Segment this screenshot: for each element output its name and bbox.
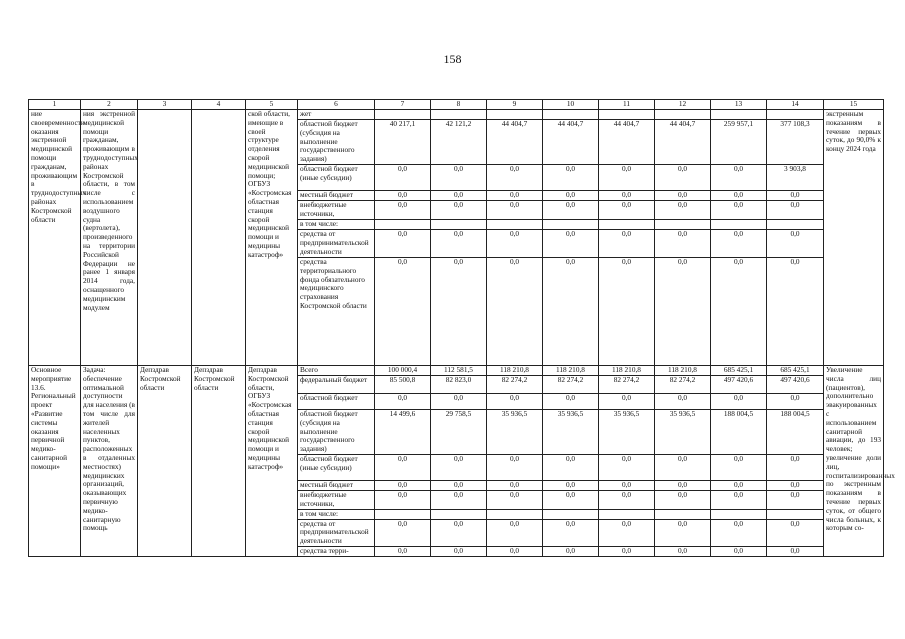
column-number: 1 (29, 100, 81, 110)
funding-source: средства от предпринимательской деятельности (298, 519, 375, 546)
amount-cell: 0,0 (487, 257, 543, 365)
amount-cell: 0,0 (543, 519, 599, 546)
funding-source: средства терри- (298, 546, 375, 556)
amount-cell: 0,0 (487, 164, 543, 190)
amount-cell (543, 219, 599, 229)
amount-cell: 42 121,2 (431, 120, 487, 165)
block2-col3: Депздрав Костромской области (138, 365, 192, 556)
amount-cell: 497 420,6 (767, 375, 824, 393)
amount-cell: 0,0 (431, 480, 487, 490)
amount-cell: 259 957,1 (711, 120, 767, 165)
amount-cell: 0,0 (375, 229, 431, 257)
amount-cell (431, 110, 487, 120)
amount-cell: 112 581,5 (431, 365, 487, 375)
amount-cell (655, 219, 711, 229)
amount-cell: 0,0 (655, 229, 711, 257)
column-number: 4 (192, 100, 246, 110)
funding-source: федеральный бюджет (298, 375, 375, 393)
amount-cell: 0,0 (375, 480, 431, 490)
amount-cell: 0,0 (767, 519, 824, 546)
amount-cell (375, 509, 431, 519)
amount-cell: 0,0 (655, 546, 711, 556)
amount-cell: 0,0 (711, 490, 767, 509)
amount-cell (487, 110, 543, 120)
funding-source: средства территориального фонда обязательного медицинского страхования Костромской области (298, 257, 375, 365)
funding-source: внебюджетные источники, (298, 490, 375, 509)
amount-cell: 0,0 (487, 480, 543, 490)
amount-cell: 0,0 (375, 200, 431, 219)
amount-cell: 0,0 (767, 454, 824, 480)
amount-cell: 377 108,3 (767, 120, 824, 165)
block2-col1: Основное мероприятие 13.6. Региональный проект «Развитие системы оказания первичной медико-санитарной помощи» (29, 365, 81, 556)
amount-cell: 44 404,7 (599, 120, 655, 165)
amount-cell: 35 936,5 (543, 409, 599, 454)
amount-cell: 0,0 (711, 519, 767, 546)
amount-cell: 0,0 (599, 393, 655, 409)
amount-cell: 118 210,8 (543, 365, 599, 375)
funding-source: местный бюджет (298, 480, 375, 490)
amount-cell: 0,0 (431, 490, 487, 509)
amount-cell (655, 110, 711, 120)
amount-cell: 0,0 (431, 454, 487, 480)
amount-cell: 0,0 (655, 393, 711, 409)
amount-cell: 0,0 (599, 519, 655, 546)
amount-cell (767, 509, 824, 519)
amount-cell: 118 210,8 (487, 365, 543, 375)
page-number: 158 (443, 52, 462, 66)
amount-cell: 0,0 (767, 200, 824, 219)
amount-cell: 0,0 (767, 546, 824, 556)
amount-cell: 0,0 (543, 190, 599, 200)
column-number: 7 (375, 100, 431, 110)
amount-cell: 0,0 (487, 546, 543, 556)
amount-cell: 0,0 (711, 229, 767, 257)
amount-cell: 0,0 (487, 190, 543, 200)
amount-cell: 0,0 (711, 190, 767, 200)
funding-source: в том числе: (298, 219, 375, 229)
amount-cell: 0,0 (375, 164, 431, 190)
amount-cell: 0,0 (767, 190, 824, 200)
table-row (29, 110, 884, 120)
amount-cell: 0,0 (431, 229, 487, 257)
amount-cell: 0,0 (543, 229, 599, 257)
amount-cell (431, 219, 487, 229)
amount-cell: 685 425,1 (711, 365, 767, 375)
amount-cell (599, 219, 655, 229)
column-number: 12 (655, 100, 711, 110)
amount-cell: 44 404,7 (543, 120, 599, 165)
amount-cell: 0,0 (655, 490, 711, 509)
amount-cell: 100 000,4 (375, 365, 431, 375)
amount-cell: 0,0 (431, 164, 487, 190)
amount-cell: 0,0 (543, 200, 599, 219)
amount-cell: 0,0 (711, 454, 767, 480)
amount-cell: 0,0 (655, 454, 711, 480)
amount-cell: 0,0 (655, 519, 711, 546)
amount-cell: 0,0 (599, 200, 655, 219)
amount-cell: 0,0 (767, 490, 824, 509)
funding-source: областной бюджет (субсидия на выполнение государственного задания) (298, 409, 375, 454)
amount-cell: 29 758,5 (431, 409, 487, 454)
amount-cell: 0,0 (543, 480, 599, 490)
column-number: 5 (246, 100, 298, 110)
amount-cell: 0,0 (375, 546, 431, 556)
amount-cell (599, 110, 655, 120)
amount-cell: 0,0 (599, 454, 655, 480)
amount-cell (543, 509, 599, 519)
amount-cell: 0,0 (375, 393, 431, 409)
amount-cell (655, 509, 711, 519)
amount-cell: 0,0 (487, 200, 543, 219)
amount-cell: 40 217,1 (375, 120, 431, 165)
amount-cell: 0,0 (711, 480, 767, 490)
amount-cell: 0,0 (655, 480, 711, 490)
amount-cell (767, 110, 824, 120)
block1-col1: ние своевременности оказания экстренной медицинской помощи гражданам, проживающим в труднодоступных районах Костромской области (29, 110, 81, 366)
amount-cell (767, 219, 824, 229)
amount-cell: 685 425,1 (767, 365, 824, 375)
amount-cell: 0,0 (487, 229, 543, 257)
amount-cell: 14 499,6 (375, 409, 431, 454)
amount-cell: 0,0 (599, 257, 655, 365)
amount-cell: 0,0 (655, 200, 711, 219)
amount-cell: 0,0 (487, 393, 543, 409)
amount-cell: 0,0 (431, 257, 487, 365)
amount-cell: 0,0 (543, 164, 599, 190)
amount-cell: 0,0 (431, 393, 487, 409)
block2-col4: Депздрав Костромской области (192, 365, 246, 556)
amount-cell: 0,0 (767, 480, 824, 490)
amount-cell: 0,0 (599, 546, 655, 556)
funding-source: Всего (298, 365, 375, 375)
block1-col3 (138, 110, 192, 366)
amount-cell (543, 110, 599, 120)
column-number: 10 (543, 100, 599, 110)
amount-cell: 0,0 (711, 200, 767, 219)
amount-cell: 0,0 (487, 490, 543, 509)
column-number: 14 (767, 100, 824, 110)
amount-cell: 0,0 (655, 190, 711, 200)
amount-cell (431, 509, 487, 519)
block1-col15: экстренным показаниям в течение первых суток, до 90,0% к концу 2024 года (824, 110, 884, 366)
column-number: 13 (711, 100, 767, 110)
amount-cell: 0,0 (711, 257, 767, 365)
amount-cell: 35 936,5 (487, 409, 543, 454)
amount-cell: 0,0 (375, 190, 431, 200)
amount-cell (599, 509, 655, 519)
amount-cell: 0,0 (543, 454, 599, 480)
table-row (29, 365, 884, 375)
amount-cell: 82 823,0 (431, 375, 487, 393)
amount-cell: 0,0 (431, 200, 487, 219)
block2-col15: Увеличение числа лиц (пациентов), дополнительно эвакуированных с использованием санитарной авиации, до 193 человек; увеличение доли лиц, госпитализированных по экстренным показаниям в течение первых суток, от общего числа больных, к которым со- (824, 365, 884, 556)
amount-cell (711, 110, 767, 120)
amount-cell: 0,0 (767, 257, 824, 365)
amount-cell: 0,0 (599, 480, 655, 490)
funding-source: средства от предпринимательской деятельности (298, 229, 375, 257)
funding-source: областной бюджет (иные субсидии) (298, 164, 375, 190)
amount-cell (375, 110, 431, 120)
block1-col5: ской области, имеющие в своей структуре отделения скорой медицинской помощи; ОГБУЗ «Костромская областная станция скорой медицинской помощи и медицины катастроф» (246, 110, 298, 366)
funding-source: в том числе: (298, 509, 375, 519)
column-number: 8 (431, 100, 487, 110)
budget-table (28, 99, 895, 557)
amount-cell: 188 004,5 (767, 409, 824, 454)
funding-source: жет (298, 110, 375, 120)
amount-cell: 0,0 (543, 257, 599, 365)
column-number: 11 (599, 100, 655, 110)
amount-cell: 82 274,2 (655, 375, 711, 393)
amount-cell (711, 509, 767, 519)
column-number: 15 (824, 100, 884, 110)
amount-cell: 44 404,7 (487, 120, 543, 165)
funding-source: внебюджетные источники, (298, 200, 375, 219)
amount-cell: 0,0 (543, 490, 599, 509)
amount-cell: 118 210,8 (599, 365, 655, 375)
column-number: 6 (298, 100, 375, 110)
amount-cell: 497 420,6 (711, 375, 767, 393)
amount-cell: 0,0 (543, 546, 599, 556)
column-number: 9 (487, 100, 543, 110)
amount-cell: 0,0 (655, 257, 711, 365)
amount-cell: 85 500,8 (375, 375, 431, 393)
amount-cell: 0,0 (375, 257, 431, 365)
funding-source: местный бюджет (298, 190, 375, 200)
amount-cell: 0,0 (599, 490, 655, 509)
amount-cell: 0,0 (543, 393, 599, 409)
amount-cell: 0,0 (655, 164, 711, 190)
amount-cell: 35 936,5 (599, 409, 655, 454)
amount-cell: 0,0 (711, 164, 767, 190)
amount-cell: 188 004,5 (711, 409, 767, 454)
amount-cell: 0,0 (375, 454, 431, 480)
amount-cell: 0,0 (375, 519, 431, 546)
amount-cell: 0,0 (431, 546, 487, 556)
amount-cell: 82 274,2 (487, 375, 543, 393)
header-row (29, 100, 884, 110)
amount-cell: 0,0 (767, 393, 824, 409)
amount-cell: 0,0 (599, 164, 655, 190)
amount-cell: 0,0 (599, 229, 655, 257)
block2-col2: Задача: обеспечение оптимальной доступности для населения (в том числе для жителей населенных пунктов, расположенных в отдаленных местностях) медицинских организаций, оказывающих первичную медико-санитарную помощь (81, 365, 138, 556)
funding-source: областной бюджет (298, 393, 375, 409)
amount-cell: 0,0 (599, 190, 655, 200)
amount-cell (487, 509, 543, 519)
amount-cell: 118 210,8 (655, 365, 711, 375)
amount-cell: 0,0 (711, 546, 767, 556)
amount-cell: 35 936,5 (655, 409, 711, 454)
amount-cell (375, 219, 431, 229)
amount-cell: 3 903,8 (767, 164, 824, 190)
amount-cell: 0,0 (487, 519, 543, 546)
amount-cell (711, 219, 767, 229)
amount-cell: 0,0 (767, 229, 824, 257)
column-number: 3 (138, 100, 192, 110)
amount-cell: 82 274,2 (599, 375, 655, 393)
amount-cell (487, 219, 543, 229)
block1-col4 (192, 110, 246, 366)
amount-cell: 0,0 (375, 490, 431, 509)
amount-cell: 0,0 (431, 190, 487, 200)
block1-col2: ния экстренной медицинской помощи гражданам, проживающим в труднодоступных районах Костромской области, в том числе с использованием воздушного судна (вертолета), произведенного на территории Российской Федерации не ранее 1 января 2014 года, оснащенного медицинским модулем (81, 110, 138, 366)
funding-source: областной бюджет (иные субсидии) (298, 454, 375, 480)
block2-col5: Депздрав Костромской области, ОГБУЗ «Костромская областная станция скорой медицинской помощи и медицины катастроф» (246, 365, 298, 556)
column-number: 2 (81, 100, 138, 110)
amount-cell: 82 274,2 (543, 375, 599, 393)
amount-cell: 0,0 (431, 519, 487, 546)
funding-source: областной бюджет (субсидия на выполнение государственного задания) (298, 120, 375, 165)
amount-cell: 0,0 (487, 454, 543, 480)
amount-cell: 44 404,7 (655, 120, 711, 165)
amount-cell: 0,0 (711, 393, 767, 409)
